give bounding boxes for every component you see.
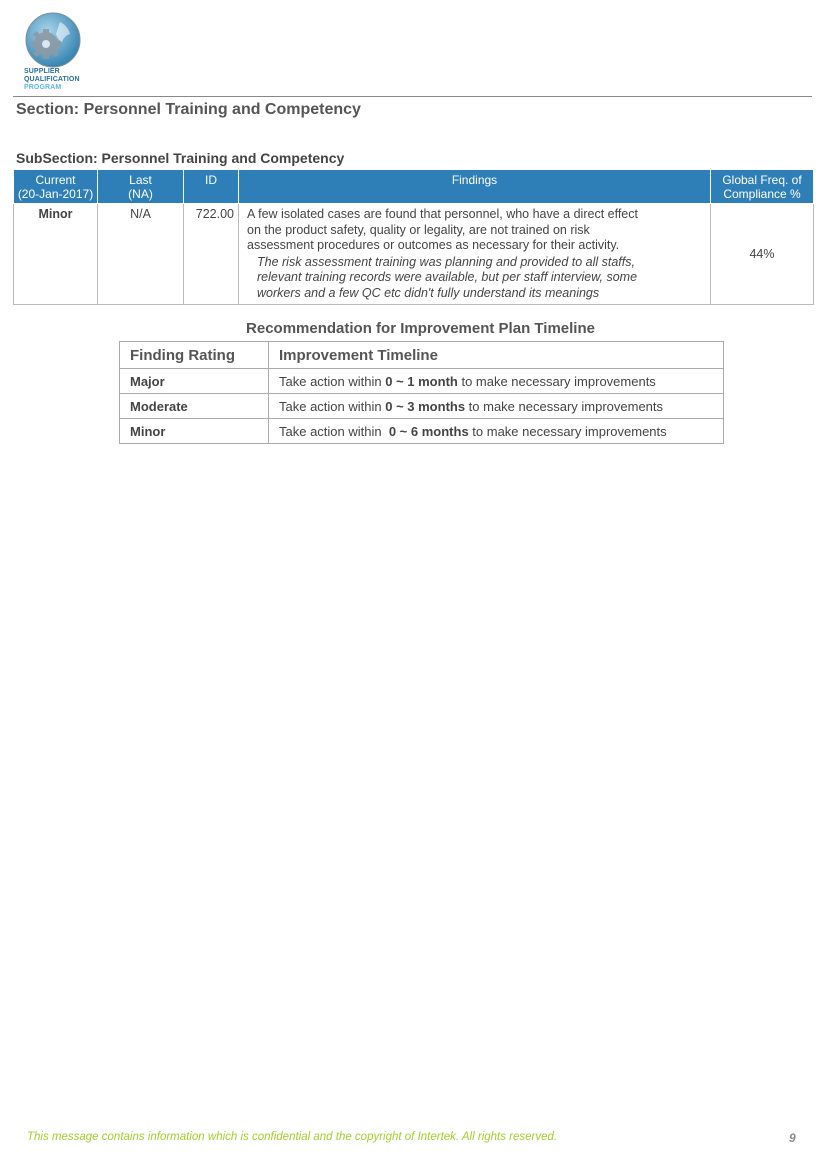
header-global-line-1: Global Freq. of: [722, 173, 802, 187]
header-global: [711, 170, 814, 204]
logo-wordmark: [24, 68, 80, 92]
logo-line-3: PROGRAM: [24, 84, 62, 91]
timeline-period: 0 ~ 3 months: [385, 398, 466, 414]
header-last: [98, 170, 184, 204]
finding-statement: [247, 207, 706, 254]
table-row: [120, 419, 724, 444]
rating-moderate: Moderate: [120, 394, 269, 419]
timeline-suffix: to make necessary improvements: [468, 423, 667, 439]
page-number: 9: [789, 1131, 796, 1145]
note-line: relevant training records were available, but per staff interview, some: [257, 270, 638, 284]
timeline-text: [269, 419, 724, 444]
finding-line: assessment procedures or outcomes as necessary for their activity.: [247, 238, 620, 252]
timeline-text: [269, 394, 724, 419]
timeline-text: [269, 369, 724, 394]
finding-id: 722.00: [184, 204, 239, 305]
section-title: Section: Personnel Training and Competency: [16, 101, 361, 118]
header-global-line-2: Compliance %: [723, 187, 801, 201]
rating-minor: Minor: [120, 419, 269, 444]
subsection-title: SubSection: Personnel Training and Competency: [16, 150, 345, 166]
finding-line: A few isolated cases are found that personnel, who have a direct effect: [247, 207, 638, 221]
timeline-suffix: to make necessary improvements: [457, 373, 656, 389]
header-current-date: (20-Jan-2017): [17, 187, 94, 201]
finding-description: [239, 204, 711, 305]
recommendation-header-row: [120, 342, 724, 369]
header-last-date: (NA): [128, 187, 153, 201]
timeline-prefix: Take action within: [279, 423, 389, 439]
timeline-period: 0 ~ 1 month: [385, 373, 458, 389]
table-row: [120, 394, 724, 419]
table-row: [14, 204, 814, 305]
timeline-suffix: to make necessary improvements: [465, 398, 664, 414]
logo-line-2: QUALIFICATION: [24, 76, 80, 83]
header-divider: [13, 96, 812, 97]
table-row: [120, 369, 724, 394]
last-rating: N/A: [98, 204, 184, 305]
header-findings: Findings: [239, 170, 711, 204]
finding-line: on the product safety, quality or legality, are not trained on risk: [247, 222, 590, 237]
header-finding-rating: Finding Rating: [120, 342, 269, 369]
recommendation-title: Recommendation for Improvement Plan Timeline: [246, 320, 595, 337]
findings-table: [13, 169, 814, 305]
timeline-period: 0 ~ 6 months: [388, 423, 469, 439]
global-compliance: 44%: [711, 204, 814, 305]
header-id: ID: [184, 170, 239, 204]
timeline-prefix: Take action within: [279, 398, 386, 414]
auditor-note: [247, 255, 706, 302]
rating-major: Major: [120, 369, 269, 394]
header-current: [14, 170, 98, 204]
header-improvement-timeline: Improvement Timeline: [269, 342, 724, 369]
header-current-label: Current: [35, 173, 76, 187]
header-last-label: Last: [129, 173, 152, 187]
note-line: workers and a few QC etc didn't fully understand its meanings: [257, 285, 600, 300]
logo-line-1: SUPPLIER: [24, 68, 60, 75]
recommendation-table: [119, 341, 724, 444]
timeline-prefix: Take action within: [279, 373, 386, 389]
findings-header-row: [14, 170, 814, 204]
current-rating: Minor: [14, 204, 98, 305]
note-line: The risk assessment training was planning and provided to all staffs,: [257, 254, 635, 269]
confidentiality-footer: This message contains information which is confidential and the copyright of Intertek. All rights reserved.: [27, 1131, 558, 1143]
